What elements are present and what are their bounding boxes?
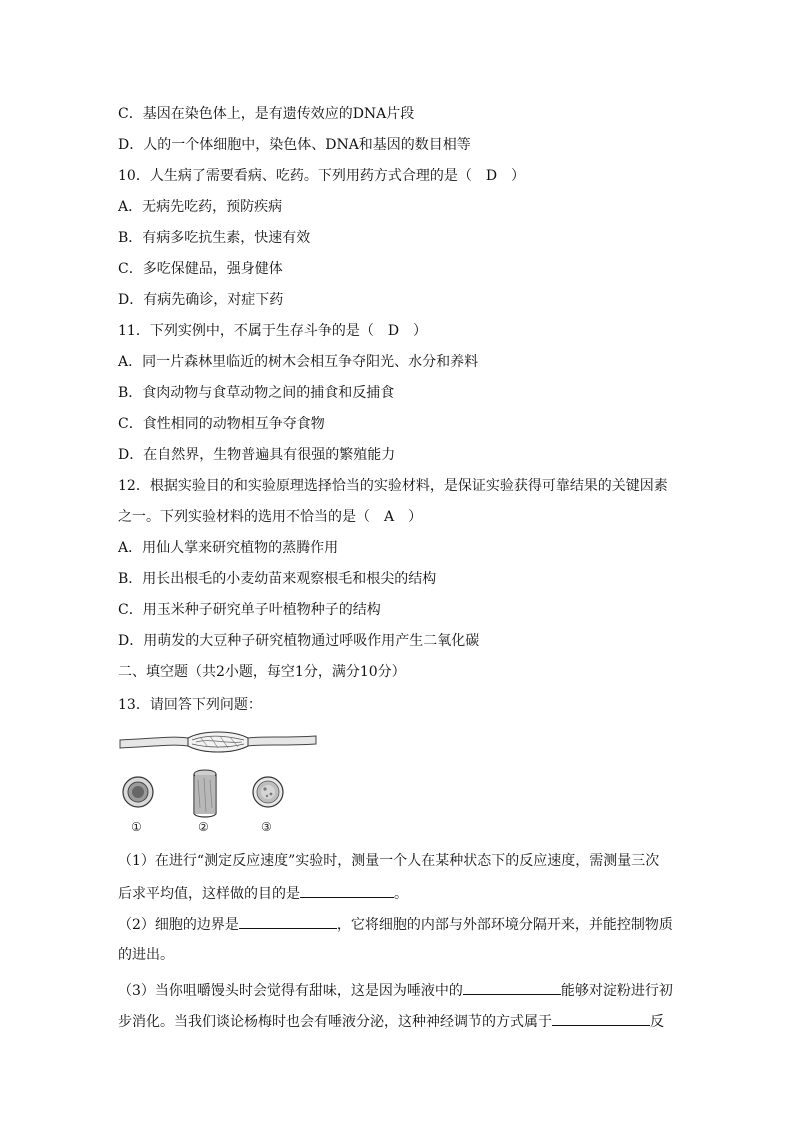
option-10c: C．多吃保健品，强身健体 <box>118 261 283 277</box>
q13-part2-rest: ，它将细胞的内部与外部环境分隔开来，并能控制物质 <box>336 917 673 933</box>
option-11b: B．食肉动物与食草动物之间的捕食和反捕食 <box>118 385 395 401</box>
q13-part3-end: 反 <box>650 1014 664 1030</box>
q13-part3-text2: 步消化。当我们谈论杨梅时也会有唾液分泌，这种神经调节的方式属于 <box>118 1014 552 1030</box>
option-11c: C．食性相同的动物相互争夺食物 <box>118 416 325 432</box>
answer-blank-2[interactable] <box>239 914 337 929</box>
q13-part2-text: （2）细胞的边界是 <box>118 917 239 933</box>
q13-part1-line2 <box>118 883 408 904</box>
option-9c: C．基因在染色体上，是有遗传效应的DNA片段 <box>118 106 415 122</box>
q13-part1-end: 。 <box>394 886 408 902</box>
answer-blank-1[interactable] <box>300 883 394 898</box>
option-10b: B．有病多吃抗生素，快速有效 <box>118 230 311 246</box>
q13-part1-line1: （1）在进行“测定反应速度”实验时，测量一个人在某种状态下的反应速度，需测量三次 <box>118 853 660 869</box>
q13-part2-line2: 的进出。 <box>118 947 174 963</box>
option-12a: A．用仙人掌来研究植物的蒸腾作用 <box>118 540 339 556</box>
option-9d: D．人的一个体细胞中，染色体、DNA和基因的数目相等 <box>118 137 471 153</box>
option-11d: D．在自然界，生物普遍具有很强的繁殖能力 <box>118 447 396 463</box>
option-11a: A．同一片森林里临近的树木会相互争夺阳光、水分和养料 <box>118 354 479 370</box>
q13-part3-line1 <box>118 980 673 1001</box>
option-12d: D．用萌发的大豆种子研究植物通过呼吸作用产生二氧化碳 <box>118 633 480 649</box>
option-12b: B．用长出根毛的小麦幼苗来观察根毛和根尖的结构 <box>118 571 437 587</box>
figure-label-1: ① <box>131 820 142 834</box>
q13-part1-text: 后求平均值，这样做的目的是 <box>118 886 300 902</box>
option-12c: C．用玉米种子研究单子叶植物种子的结构 <box>118 602 381 618</box>
option-10a: A．无病先吃药，预防疾病 <box>118 199 283 215</box>
section-heading-fill-in: 二、填空题（共2小题，每空1分，满分10分） <box>118 664 406 680</box>
q13-part2-line1 <box>118 914 673 935</box>
question-12-line1: 12．根据实验目的和实验原理选择恰当的实验材料，是保证实验获得可靠结果的关键因素 <box>118 478 668 494</box>
question-10: 10．人生病了需要看病、吃药。下列用药方式合理的是（ D ） <box>118 168 526 184</box>
answer-blank-3[interactable] <box>463 980 561 995</box>
figure-label-3: ③ <box>261 820 272 834</box>
question-13: 13．请回答下列问题： <box>118 697 262 713</box>
q13-part3-text: （3）当你咀嚼馒头时会觉得有甜味，这是因为唾液中的 <box>118 983 463 999</box>
q13-part3-rest: 能够对淀粉进行初 <box>560 983 673 999</box>
figure-label-2: ② <box>198 820 209 834</box>
q13-part3-line2 <box>118 1011 664 1032</box>
question-11: 11．下列实例中，不属于生存斗争的是（ D ） <box>118 323 428 339</box>
question-12-line2: 之一。下列实验材料的选用不恰当的是（ A ） <box>118 509 423 525</box>
answer-blank-4[interactable] <box>552 1011 650 1026</box>
vessel-illustration <box>118 728 318 840</box>
blood-vessel-figure <box>118 728 318 840</box>
option-10d: D．有病先确诊，对症下药 <box>118 292 284 308</box>
